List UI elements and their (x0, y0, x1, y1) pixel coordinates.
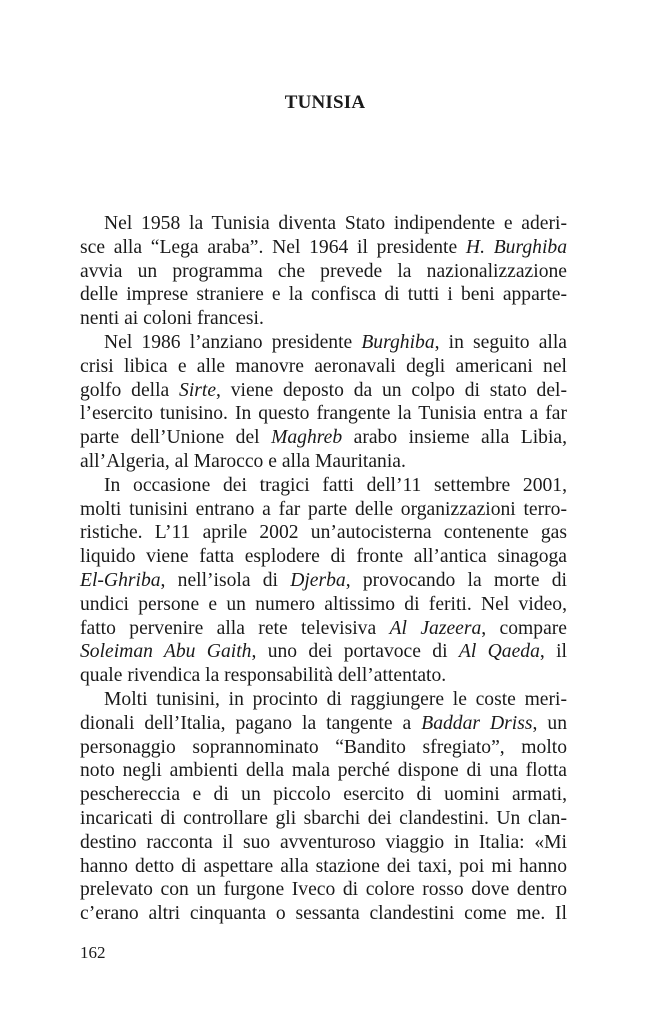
italic-text: Djerba (290, 569, 346, 591)
text-line (80, 283, 567, 307)
italic-text: Soleiman Abu Gaith (80, 641, 252, 663)
text-line (80, 450, 567, 474)
text-span: c’erano altri cinquanta o sessanta clandestini come me. Il (80, 903, 567, 925)
text-span: crisi libica e alle manovre aeronavali degli americani nel (80, 355, 567, 377)
paragraph (80, 331, 567, 474)
text-line (80, 855, 567, 879)
text-span: , viene deposto da un colpo di stato del- (216, 379, 567, 401)
text-span: delle imprese straniere e la confisca di tutti i beni apparte- (80, 284, 567, 306)
text-span: , provocando la morte di (345, 569, 567, 591)
text-line (80, 878, 567, 902)
text-span: liquido viene fatta esplodere di fronte all’antica sinagoga (80, 546, 567, 568)
text-span: In occasione dei tragici fatti dell’11 settembre 2001, (104, 474, 567, 496)
text-span: arabo insieme alla Libia, (342, 427, 567, 449)
text-span: l’esercito tunisino. In questo frangente la Tunisia entra a far (80, 403, 567, 425)
text-line (80, 640, 567, 664)
text-line (80, 474, 567, 498)
italic-text: Maghreb (271, 427, 343, 449)
text-span: nenti ai coloni francesi. (80, 308, 264, 330)
chapter-title: TUNISIA (284, 92, 366, 113)
text-span: Nel 1958 la Tunisia diventa Stato indipendente e aderi- (104, 213, 567, 234)
text-line (80, 521, 567, 545)
text-span: all’Algeria, al Marocco e alla Mauritania. (80, 450, 406, 472)
text-line (80, 426, 567, 450)
text-span: , un (532, 712, 567, 734)
italic-text: H. Burghiba (465, 236, 567, 258)
text-span: , uno dei portavoce di (251, 641, 459, 663)
text-span: golfo della (80, 379, 180, 401)
text-line (80, 212, 567, 236)
italic-text: Baddar Driss (421, 712, 533, 734)
text-span: Nel 1986 l’anziano presidente (104, 331, 362, 353)
text-line (80, 331, 567, 355)
text-span: , il (539, 641, 568, 663)
text-line (80, 617, 567, 641)
text-span: incaricati di controllare gli sbarchi dei clandestini. Un clan- (80, 807, 567, 829)
text-span: undici persone e un numero altissimo di feriti. Nel video, (80, 593, 567, 615)
text-line (80, 498, 567, 522)
text-line (80, 831, 567, 855)
paragraph (80, 688, 567, 926)
text-line (80, 355, 567, 379)
text-span: parte dell’Unione del (80, 427, 272, 449)
text-span: peschereccia e di un piccolo esercito di uomini armati, (80, 784, 567, 806)
text-span: fatto pervenire alla rete televisiva (80, 617, 390, 639)
text-line (80, 807, 567, 831)
text-span: hanno detto di aspettare alla stazione dei taxi, poi mi hanno (80, 855, 567, 877)
text-span: quale rivendica la responsabilità dell’attentato. (80, 665, 447, 687)
italic-text: Sirte (179, 379, 217, 401)
text-span: sce alla “Lega araba”. Nel 1964 il presidente (80, 236, 466, 258)
text-span: , in seguito alla (434, 331, 567, 353)
text-line (80, 688, 567, 712)
text-line (80, 307, 567, 331)
text-line (80, 593, 567, 617)
text-span: noto negli ambienti della mala perché dispone di una flotta (80, 760, 567, 782)
text-line (80, 664, 567, 688)
text-line (80, 569, 567, 593)
text-span: ristiche. L’11 aprile 2002 un’autocisterna contenente gas (80, 522, 567, 544)
text-span: dionali dell’Italia, pagano la tangente a (80, 712, 422, 734)
paragraph (80, 474, 567, 688)
italic-text: Al Jazeera (389, 617, 482, 639)
text-span: Molti tunisini, in procinto di raggiungere le coste meri- (104, 688, 567, 710)
text-line (80, 712, 567, 736)
text-line (80, 759, 567, 783)
italic-text: Burghiba (361, 331, 435, 353)
text-span: molti tunisini entrano a far parte delle organizzazioni terro- (80, 498, 567, 520)
text-line (80, 236, 567, 260)
text-line (80, 902, 567, 926)
italic-text: El-Ghriba (80, 569, 161, 591)
text-span: destino racconta il suo avventuroso viaggio in Italia: «Mi (80, 831, 567, 853)
text-line (80, 545, 567, 569)
italic-text: Al Qaeda (458, 641, 540, 663)
text-span: avvia un programma che prevede la nazionalizzazione (80, 260, 567, 282)
body-text (80, 212, 567, 926)
text-line (80, 783, 567, 807)
text-line (80, 736, 567, 760)
text-line (80, 402, 567, 426)
text-span: , compare (481, 617, 567, 639)
text-span: , nell’isola di (160, 569, 291, 591)
text-span: personaggio soprannominato “Bandito sfregiato”, molto (80, 736, 567, 758)
text-line (80, 260, 567, 284)
page-number: 162 (80, 943, 106, 962)
text-line (80, 379, 567, 403)
paragraph (80, 212, 567, 331)
text-span: prelevato con un furgone Iveco di colore rosso dove dentro (80, 879, 567, 901)
